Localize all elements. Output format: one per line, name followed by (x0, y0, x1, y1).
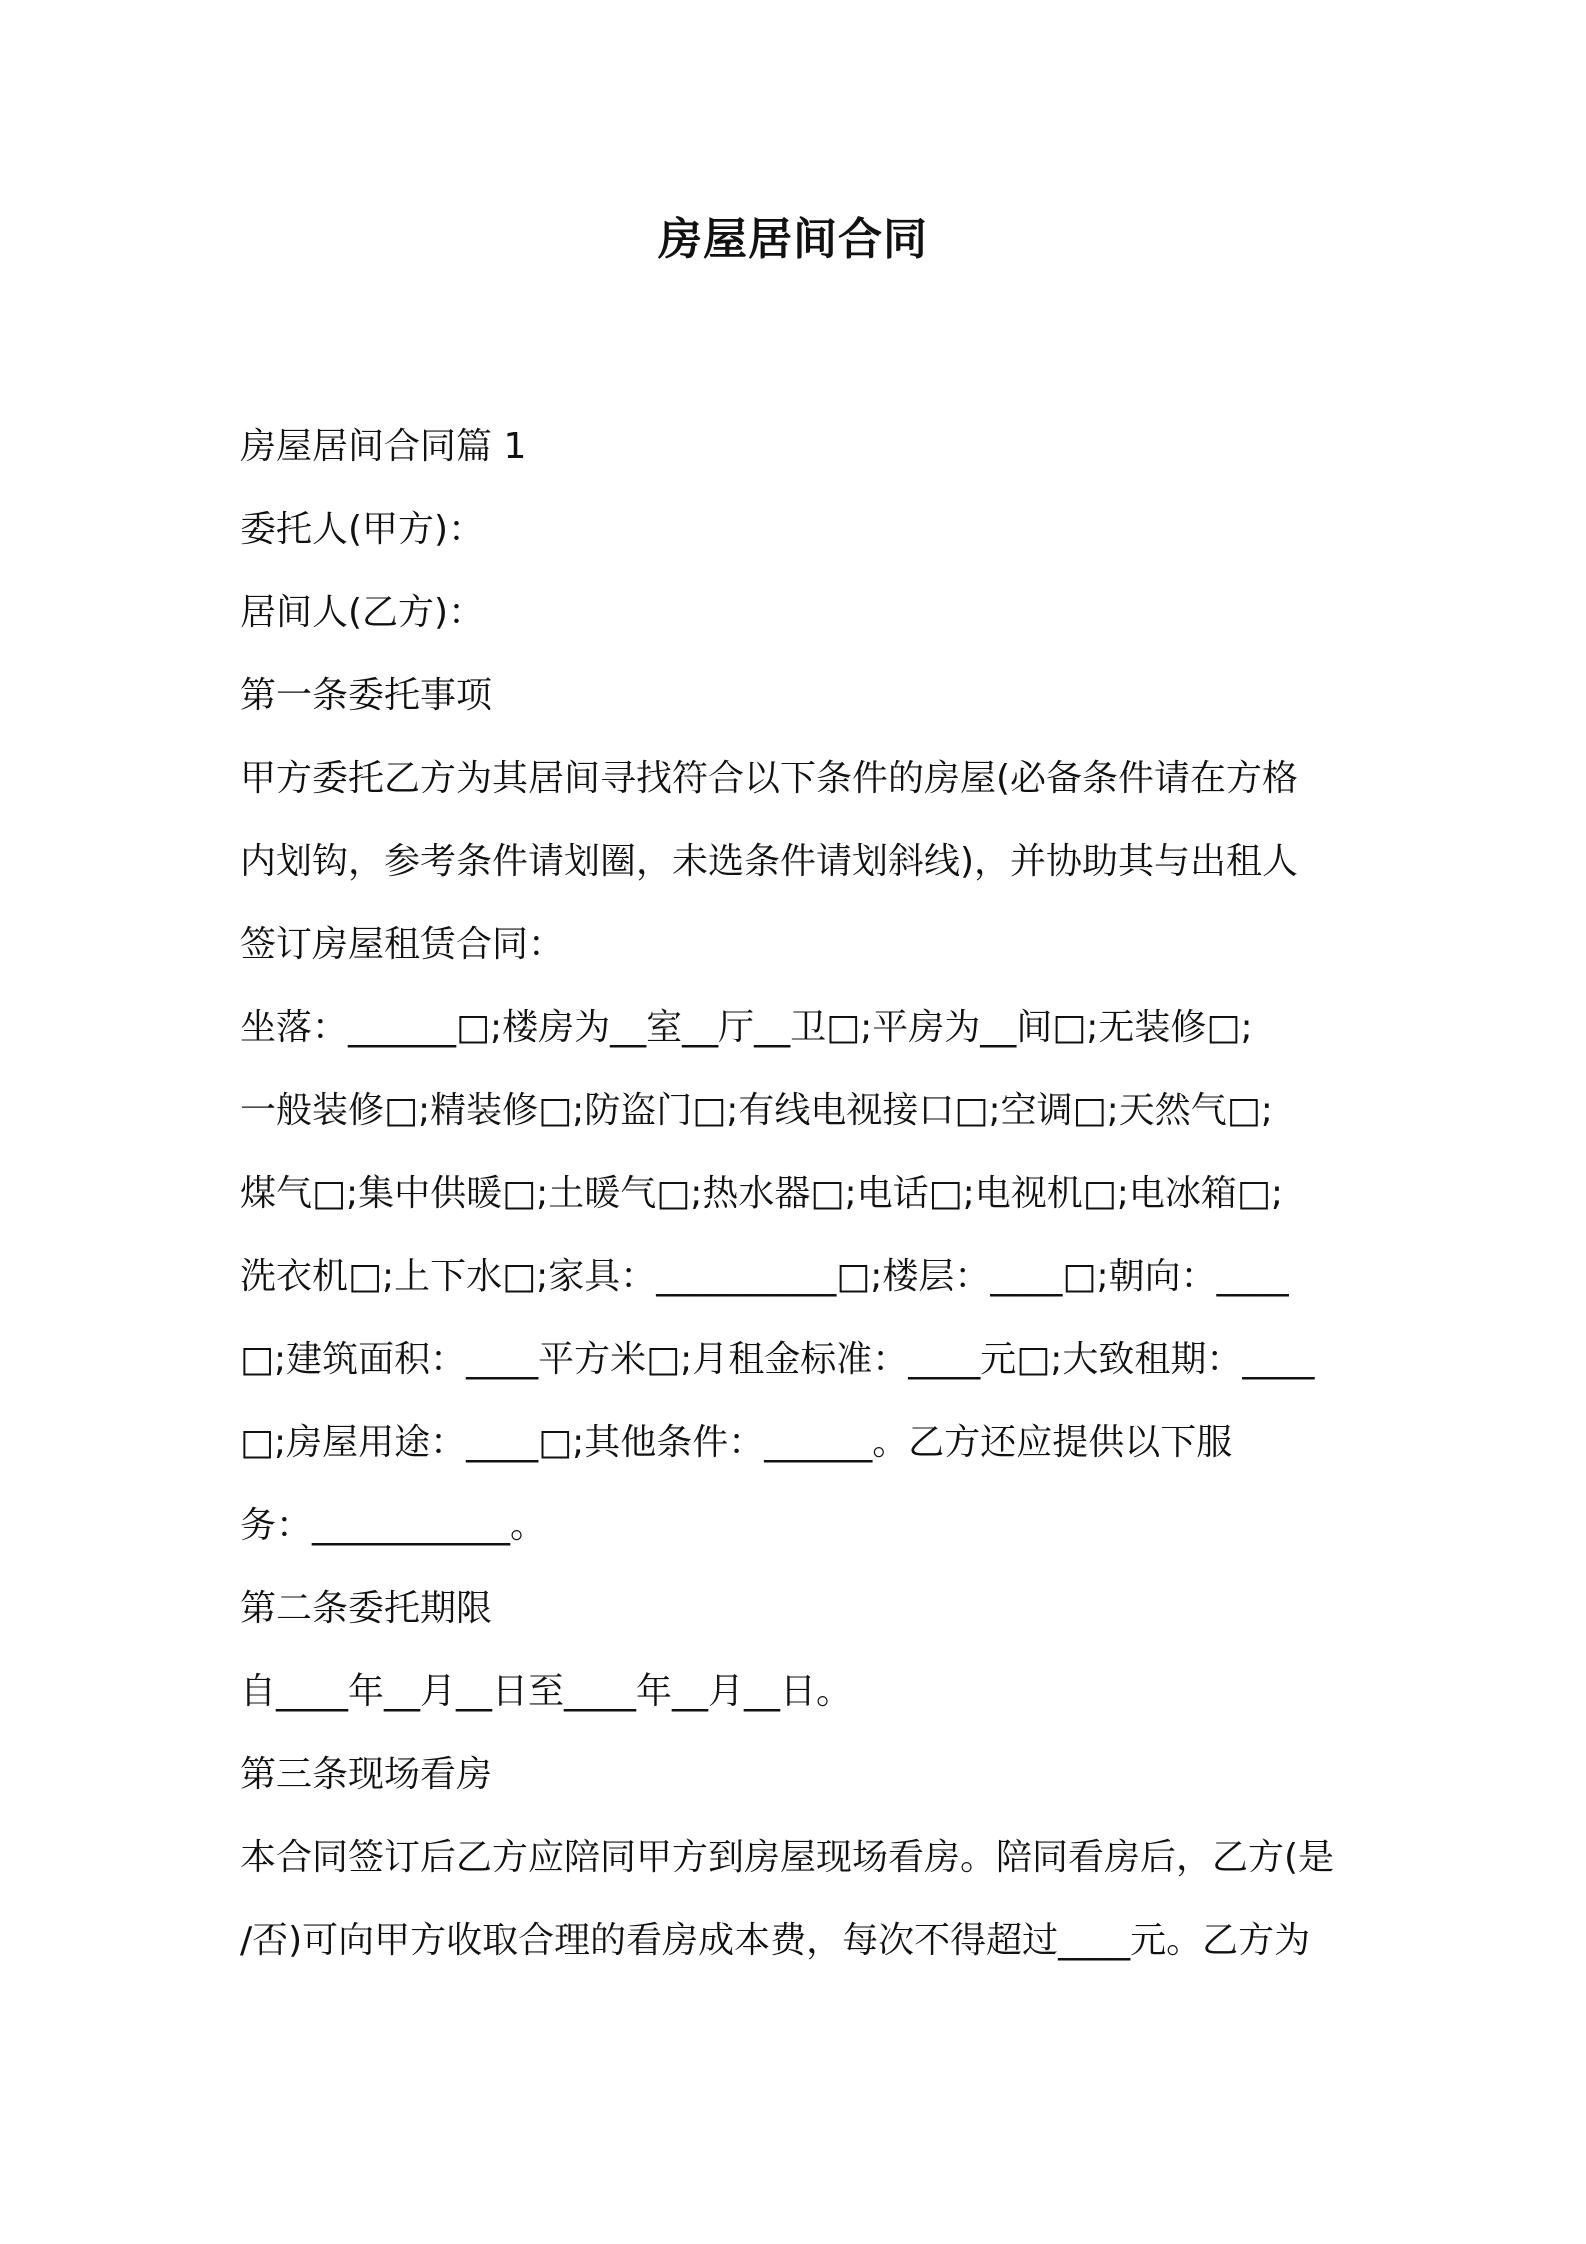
body-paragraph-line: 签订房屋租赁合同： (240, 924, 565, 965)
body-paragraph-line: 煤气□;集中供暖□;土暖气□;热水器□;电话□;电视机□;电冰箱□; (240, 1173, 1283, 1214)
body-paragraph-line: /否)可向甲方收取合理的看房成本费，每次不得超过____元。乙方为 (240, 1920, 1311, 1961)
body-paragraph-line: 务：___________。 (240, 1505, 547, 1546)
body-paragraph-line: □;建筑面积：____平方米□;月租金标准：____元□;大致租期：____ (240, 1339, 1315, 1380)
body-paragraph-line: 一般装修□;精装修□;防盗门□;有线电视接口□;空调□;天然气□; (240, 1090, 1273, 1131)
article-3-heading: 第三条现场看房 (240, 1754, 493, 1795)
article-2-heading: 第二条委托期限 (240, 1588, 493, 1629)
party-b-line: 居间人(乙方)： (240, 592, 485, 633)
body-paragraph-line: 内划钩，参考条件请划圈，未选条件请划斜线)，并协助其与出租人 (240, 841, 1299, 882)
body-paragraph-line: 本合同签订后乙方应陪同甲方到房屋现场看房。陪同看房后，乙方(是 (240, 1837, 1335, 1878)
body-paragraph-line: 洗衣机□;上下水□;家具：__________□;楼层：____□;朝向：____ (240, 1256, 1289, 1297)
document-title: 房屋居间合同 (658, 214, 928, 265)
article-1-heading: 第一条委托事项 (240, 675, 493, 716)
body-paragraph-line: 甲方委托乙方为其居间寻找符合以下条件的房屋(必备条件请在方格 (240, 758, 1299, 799)
document-body (240, 405, 1352, 1982)
body-paragraph-line: 自____年__月__日至____年__月__日。 (240, 1671, 853, 1712)
section-title: 房屋居间合同篇 1 (240, 426, 527, 467)
body-paragraph-line: 坐落：______□;楼房为__室__厅__卫□;平房为__间□;无装修□; (240, 1007, 1253, 1048)
body-paragraph-line: □;房屋用途：____□;其他条件：______。乙方还应提供以下服 (240, 1422, 1233, 1463)
party-a-line: 委托人(甲方)： (240, 509, 485, 550)
